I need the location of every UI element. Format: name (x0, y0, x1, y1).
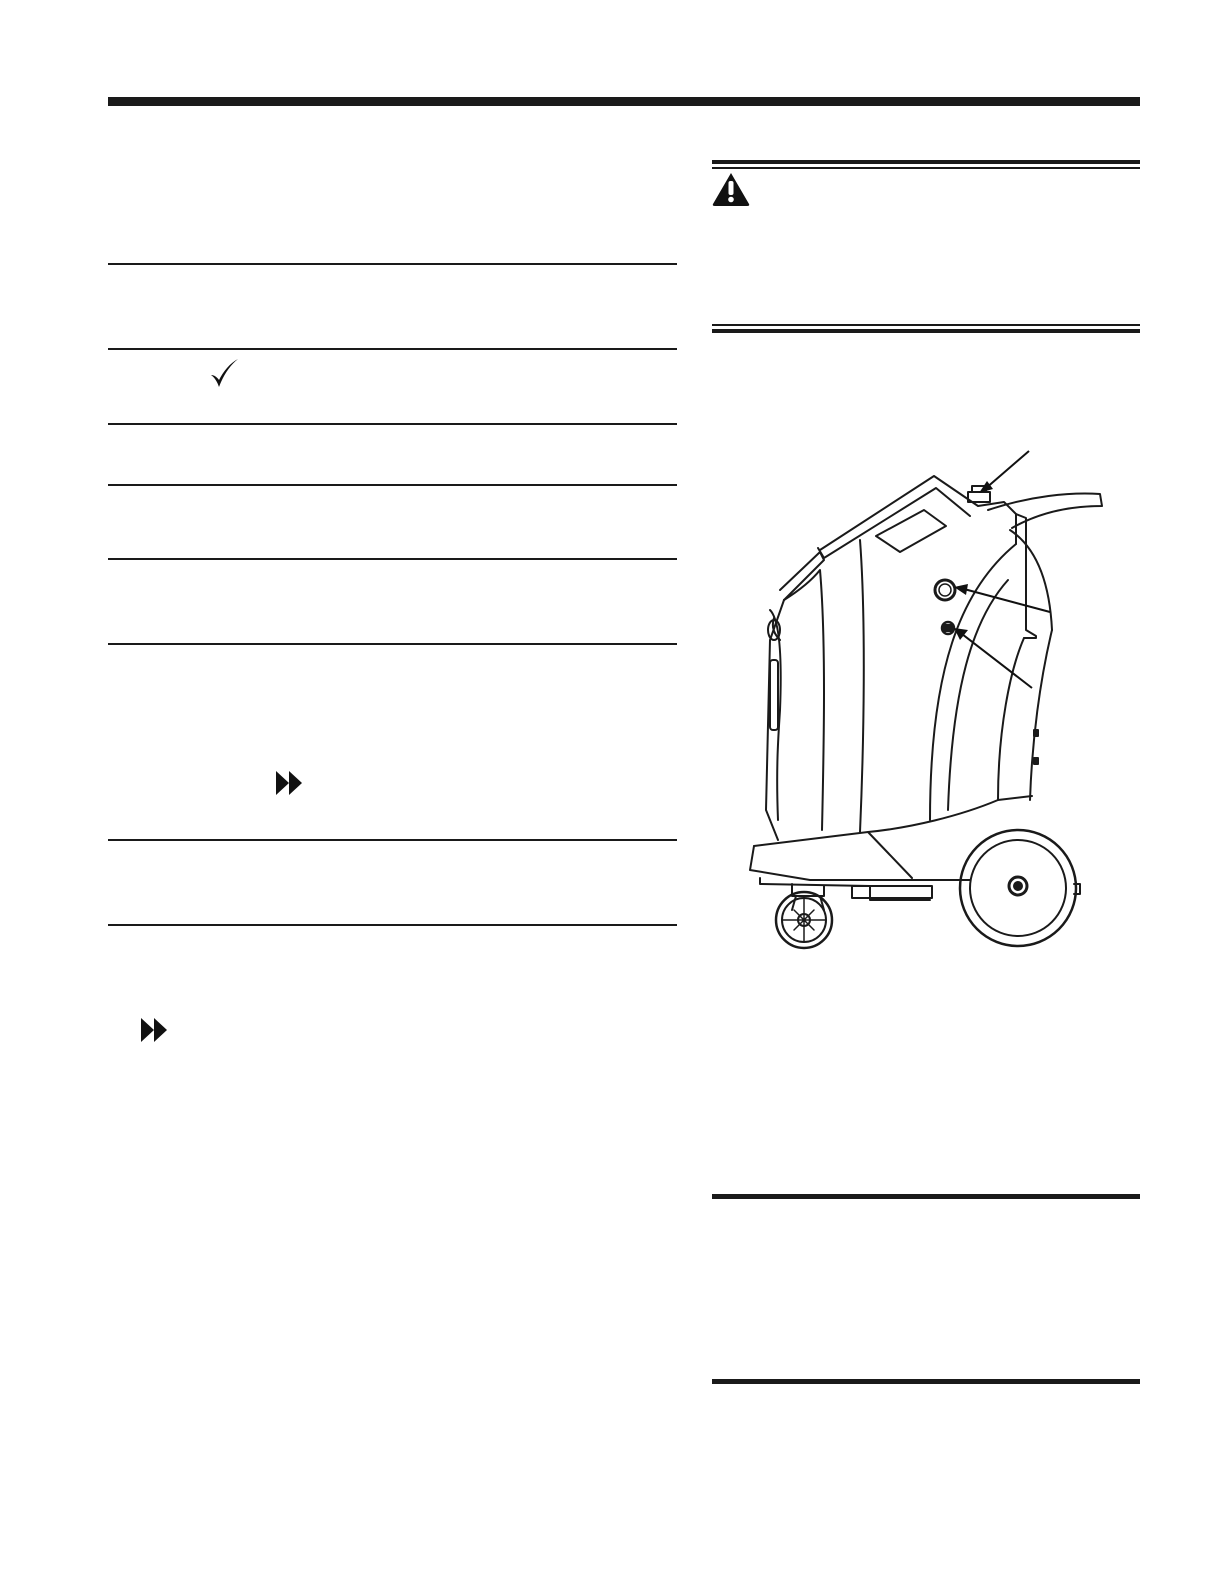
warning-box-rule-bottom-thin (712, 324, 1140, 326)
table-rule (108, 348, 677, 350)
note-box-rule-top (712, 1194, 1140, 1199)
table-rule (108, 558, 677, 560)
warning-triangle-icon (711, 171, 751, 212)
fast-forward-icon (276, 771, 302, 798)
note-box-rule-bottom (712, 1379, 1140, 1384)
table-rule-top (108, 263, 677, 265)
right-column (700, 0, 1150, 1585)
table-rule-bottom (108, 924, 677, 926)
callout-arrow (950, 583, 1055, 624)
checkmark-icon (208, 356, 240, 393)
cart-figure (740, 440, 1140, 960)
table-rule (108, 484, 677, 486)
table-rule (108, 423, 677, 425)
callout-arrow (948, 624, 1038, 699)
table-rule (108, 839, 677, 841)
fast-forward-icon (141, 1018, 167, 1045)
callout-arrow (965, 447, 1035, 502)
warning-box-rule-top-thin (712, 167, 1140, 169)
table-rule (108, 643, 677, 645)
warning-box-rule-top (712, 160, 1140, 164)
warning-box-rule-bottom (712, 329, 1140, 333)
